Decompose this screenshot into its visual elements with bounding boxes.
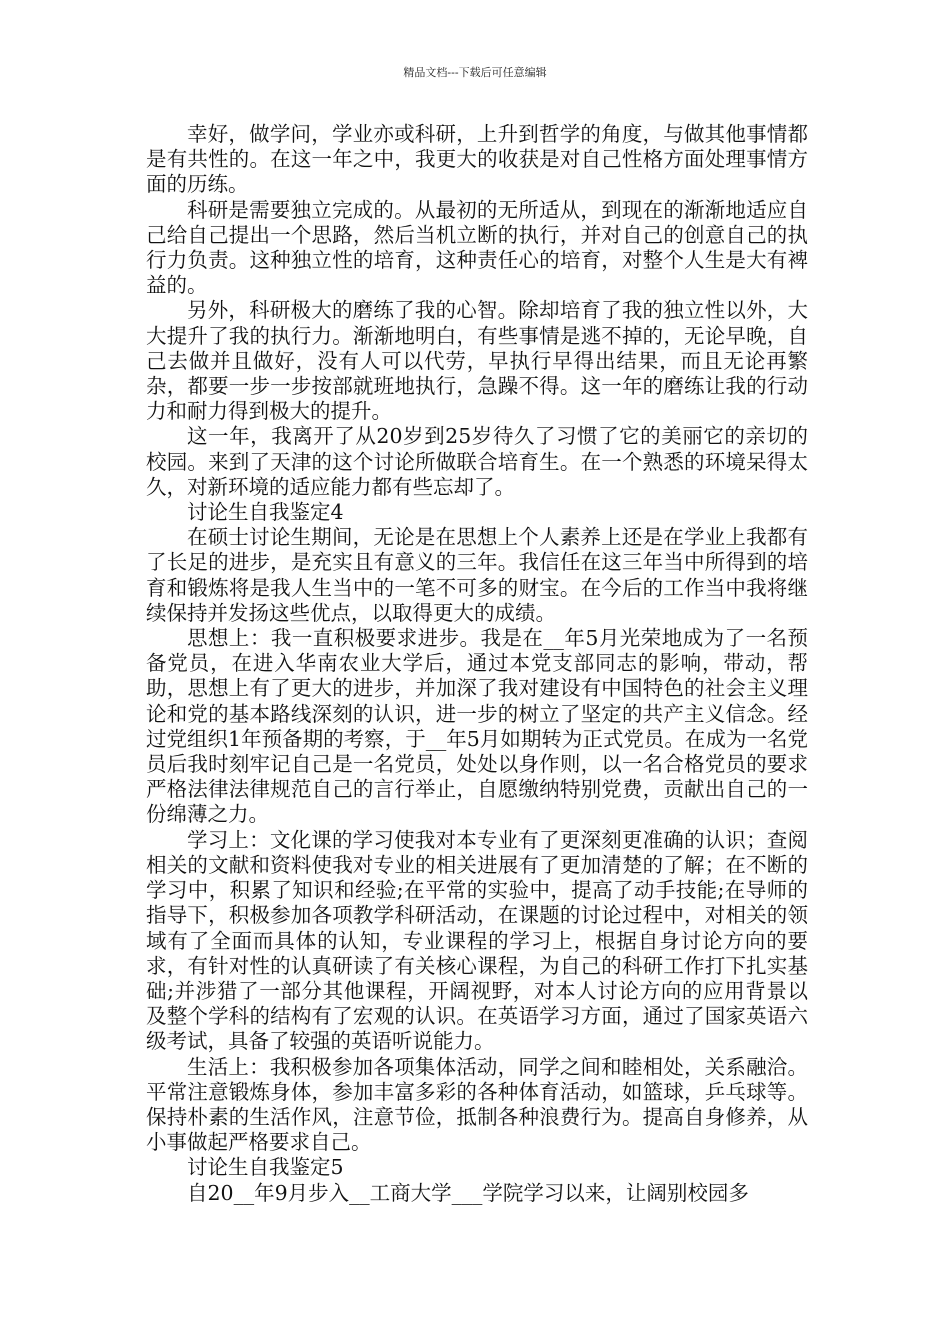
paragraph-4: 这一年，我离开了从20岁到25岁待久了习惯了它的美丽它的亲切的校园。来到了天津的这个讨论所做联合培育生。在一个熟悉的环境呆得太久，对新环境的适应能力都有些忘却了。 [146,424,808,499]
paragraph-7: 学习上：文化课的学习使我对本专业有了更深刻更准确的认识；查阅相关的文献和资料使我对专业的相关进展有了更加清楚的了解；在不断的学习中，积累了知识和经验;在平常的实验中，提高了动手技能;在导师的指导下，积极参加各项教学科研活动，在课题的讨论过程中，对相关的领域有了全面而具体的认知，专业课程的学习上，根据自身讨论方向的要求，有针对性的认真研读了有关核心课程，为自己的科研工作打下扎实基础;并涉猎了一部分其他课程，开阔视野，对本人讨论方向的应用背景以及整个学科的结构有了宏观的认识。在英语学习方面，通过了国家英语六级考试，具备了较强的英语听说能力。 [146,827,808,1054]
document-body [146,122,808,1206]
paragraph-2: 科研是需要独立完成的。从最初的无所适从，到现在的渐渐地适应自己给自己提出一个思路，然后当机立断的执行，并对自己的创意自己的执行力负责。这种独立性的培育，这种责任心的培育，对整个人生是大有裨益的。 [146,197,808,298]
paragraph-5: 在硕士讨论生期间，无论是在思想上个人素养上还是在学业上我都有了长足的进步，是充实且有意义的三年。我信任在这三年当中所得到的培育和锻炼将是我人生当中的一笔不可多的财宝。在今后的工作当中我将继续保持并发扬这些优点，以取得更大的成绩。 [146,525,808,625]
paragraph-8: 生活上：我积极参加各项集体活动，同学之间和睦相处，关系融洽。平常注意锻炼身体，参加丰富多彩的各种体育活动，如篮球，乒乓球等。保持朴素的生活作风，注意节俭，抵制各种浪费行为。提高自身修养，从小事做起严格要求自己。 [146,1054,808,1155]
paragraph-6: 思想上：我一直积极要求进步。我是在__年5月光荣地成为了一名预备党员，在进入华南农业大学后，通过本党支部同志的影响，带动，帮助，思想上有了更大的进步，并加深了我对建设有中国特色的社会主义理论和党的基本路线深刻的认识，进一步的树立了坚定的共产主义信念。经过党组织1年预备期的考察，于__年5月如期转为正式党员。在成为一名党员后我时刻牢记自己是一名党员，处处以身作则，以一名合格党员的要求严格法律法律规范自己的言行举止，自愿缴纳特别党费，贡献出自己的一份绵薄之力。 [146,626,808,827]
paragraph-3: 另外，科研极大的磨练了我的心智。除却培育了我的独立性以外，大大提升了我的执行力。渐渐地明白，有些事情是逃不掉的，无论早晚，自己去做并且做好，没有人可以代劳，早执行早得出结果，而且无论再繁杂，都要一步一步按部就班地执行，急躁不得。这一年的磨练让我的行动力和耐力得到极大的提升。 [146,298,808,424]
section-heading-5: 讨论生自我鉴定5 [187,1155,344,1180]
paragraph-1: 幸好，做学问，学业亦或科研，上升到哲学的角度，与做其他事情都是有共性的。在这一年之中，我更大的收获是对自己性格方面处理事情方面的历练。 [146,122,808,197]
paragraph-9: 自20__年9月步入__工商大学___学院学习以来，让阔别校园多 [187,1180,749,1205]
section-heading-4: 讨论生自我鉴定4 [187,500,344,525]
page-header: 精品文档---下载后可任意编辑 [403,66,547,79]
